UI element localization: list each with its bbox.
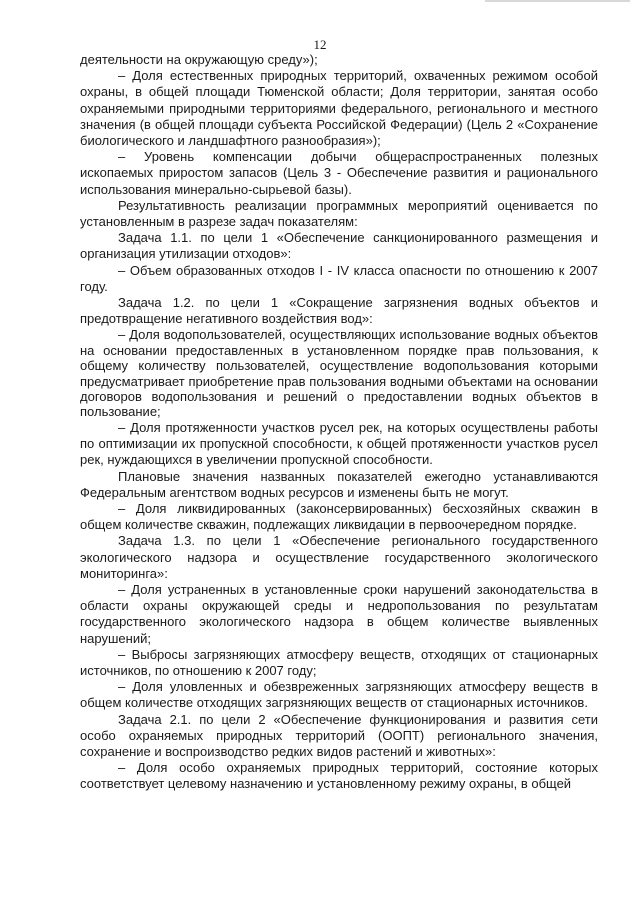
- paragraph: – Объем образованных отходов I - IV класса опасности по отношению к 2007 году.: [80, 262, 598, 294]
- document-body: [80, 52, 598, 793]
- paragraph: Задача 1.2. по цели 1 «Сокращение загрязнения водных объектов и предотвращение негативного воздействия вод»:: [80, 295, 598, 327]
- paragraph: – Доля водопользователей, осуществляющих использование водных объектов на основании предоставленных в установленном порядке прав пользования, к общему количеству пользователей, осуществление водопользования которыми предусматривает приобретение прав пользования водными объектами на основании договоров водопользования и решений о предоставлении водных объектов в пользование;: [80, 327, 598, 420]
- paragraph: деятельности на окружающую среду»);: [80, 52, 318, 67]
- paragraph: – Доля ликвидированных (законсервированных) бесхозяйных скважин в общем количестве скважин, подлежащих ликвидации в первоочередном порядке.: [80, 500, 598, 533]
- paragraph: – Доля естественных природных территорий, охваченных режимом особой охраны, в общей площади Тюменской области; Доля территории, занятая особо охраняемыми природными территориями федерального, регионального и местного значения (в общей площади субъекта Российской Федерации) (Цель 2 «Сохранение биологического и ландшафтного разнообразия»);: [80, 68, 598, 149]
- page-number: 12: [313, 37, 327, 52]
- paragraph: – Доля устраненных в установленные сроки нарушений законодательства в области охраны окружающей среды и недропользования по результатам государственного экологического надзора в общем количестве выявленных нарушений;: [80, 581, 598, 646]
- paragraph: Задача 2.1. по цели 2 «Обеспечение функционирования и развития сети особо охраняемых природных территорий (ООПТ) регионального значения, сохранение и воспроизводство редких видов растений и животных»:: [80, 711, 598, 759]
- paragraph: Задача 1.3. по цели 1 «Обеспечение регионального государственного экологического надзора и осуществление государственного экологического мониторинга»:: [80, 533, 598, 581]
- paragraph: Плановые значения названных показателей ежегодно устанавливаются Федеральным агентством водных ресурсов и изменены быть не могут.: [80, 468, 598, 500]
- header-scan-marks: [485, 0, 630, 6]
- paragraph: Задача 1.1. по цели 1 «Обеспечение санкционированного размещения и организация утилизации отходов»:: [80, 230, 598, 262]
- paragraph: – Доля уловленных и обезвреженных загрязняющих атмосферу веществ в общем количестве отходящих загрязняющих веществ от стационарных источников.: [80, 679, 598, 711]
- paragraph: – Выбросы загрязняющих атмосферу веществ, отходящих от стационарных источников, по отношению к 2007 году;: [80, 646, 598, 678]
- paragraph: – Доля особо охраняемых природных территорий, состояние которых соответствует целевому назначению и установленному режиму охраны, в общей: [80, 760, 598, 792]
- paragraph: – Уровень компенсации добычи общераспространенных полезных ископаемых приростом запасов (Цель 3 - Обеспечение развития и рационального использования минерально-сырьевой базы).: [80, 149, 598, 197]
- paragraph: Результативность реализации программных мероприятий оценивается по установленным в разрезе задач показателям:: [80, 197, 598, 230]
- paragraph: – Доля протяженности участков русел рек, на которых осуществлены работы по оптимизации их пропускной способности, к общей протяженности участков русел рек, нуждающихся в увеличении пропускной способности.: [80, 419, 598, 468]
